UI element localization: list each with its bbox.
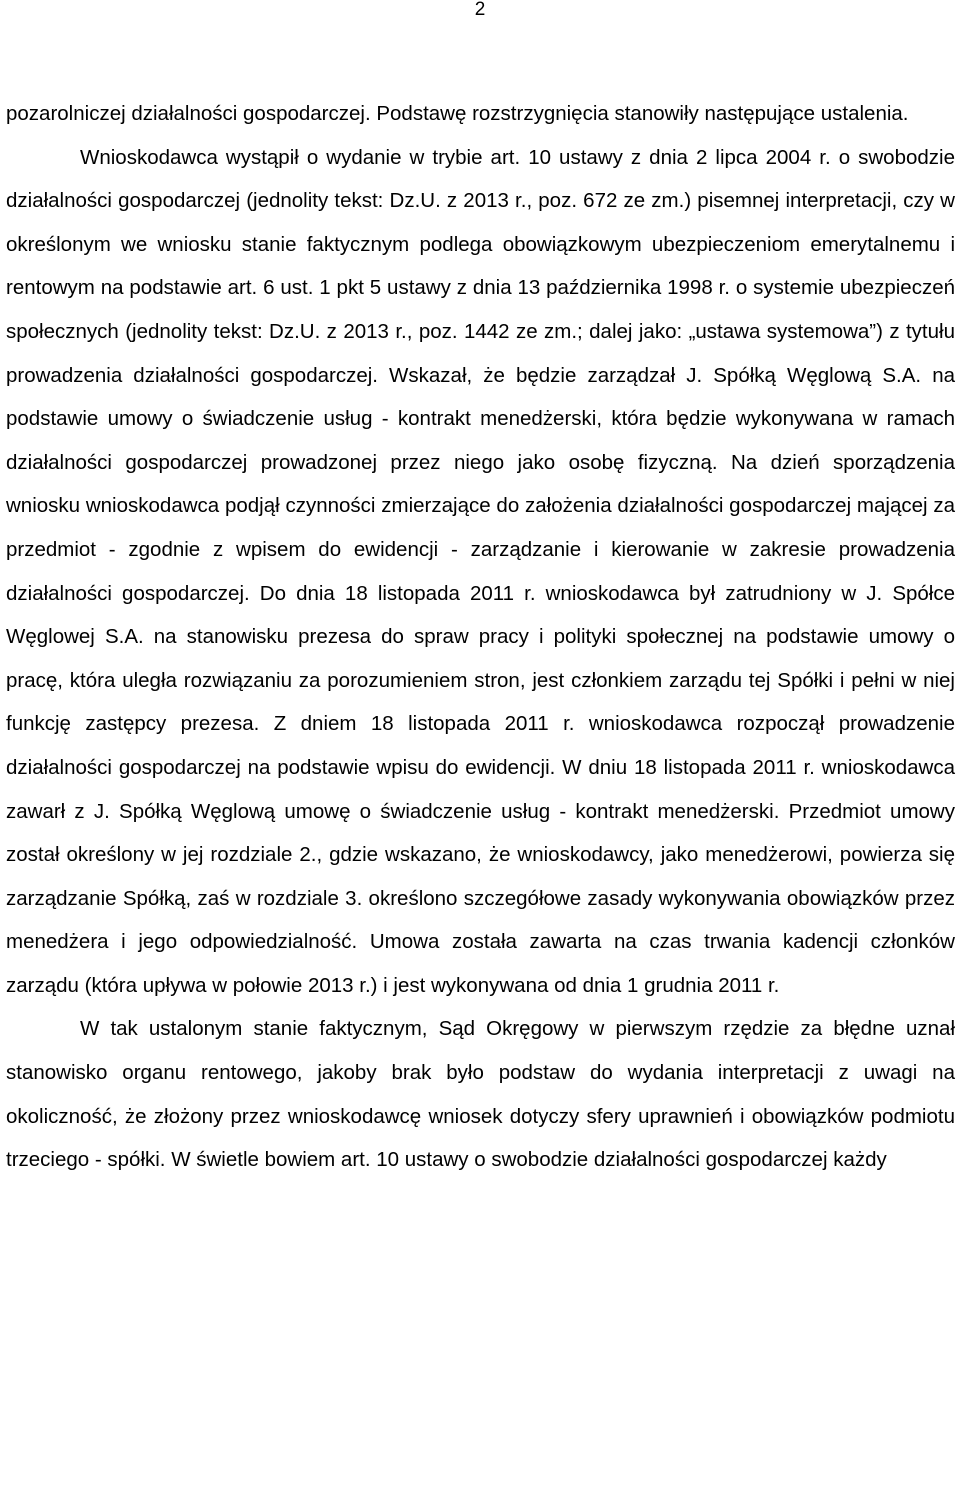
paragraph [6, 92, 955, 136]
paragraph-text: Wnioskodawca wystąpił o wydanie w trybie art. 10 ustawy z dnia 2 lipca 2004 r. o swobodzie działalności gospodarczej (jednolity tekst: Dz.U. z 2013 r., poz. 672 ze zm.) pisemnej interpretacji, czy w określonym we wniosku stanie faktycznym podlega obowiązkowym ubezpieczeniom emerytalnemu i rentowym na podstawie art. 6 ust. 1 pkt 5 ustawy z dnia 13 października 1998 r. o systemie ubezpieczeń społecznych (jednolity tekst: Dz.U. z 2013 r., poz. 1442 ze zm.; dalej jako: [6, 145, 955, 343]
paragraph-text: pozarolniczej działalności gospodarczej. Podstawę rozstrzygnięcia stanowiły następujące ustalenia. [6, 102, 909, 125]
document-body [6, 92, 955, 1182]
paragraph-text: ustawa systemowa”) z tytułu prowadzenia działalności gospodarczej. Wskazał, że będzie zarządzał J. Spółką Węglową S.A. na podstawie umowy o świadczenie usług - kontrakt menedżerski, która będzie wykonywana w ramach działalności gospodarczej prowadzonej przez niego jako osobę fizyczną. Na dzień sporządzenia wniosku wnioskodawca podjął czynności zmierzające do założenia działalności gospodarczej mającej za przedmiot - zgodnie z wpisem do ewidencji - zarządzanie i kierowanie w zakresie prowadzenia działalności gospodarczej. Do dnia 18 listopada 2011 r. wnioskodawca był zatrudniony w J. Spółce Węglowej S.A. na stanowisku prezesa do spraw pracy i polityki społecznej na podstawie umowy o pracę, która uległa rozwiązaniu za porozumieniem stron, jest członkiem zarządu tej Spółki i pełni w niej funkcję zastępcy prezesa. Z dniem 18 listopada 2011 r. wnioskodawca rozpoczął prowadzenie działalności gospodarczej na podstawie wpisu do ewidencji. W dniu 18 listopada 2011 r. wnioskodawca zawarł z J. Spółką Węglową umowę o świadczenie usług - kontrakt menedżerski. Przedmiot umowy został określony w jej rozdziale 2., gdzie wskazano, że wnioskodawcy, jako menedżerowi, powierza się zarządzanie Spółką, zaś w rozdziale 3. określono szczegółowe zasady wykonywania obowiązków przez menedżera i jego odpowiedzialność. Umowa została zawarta na czas trwania kadencji członków zarządu (która upływa w połowie 2013 r.) i jest wykonywana od dnia 1 grudnia 2011 r. [6, 319, 955, 997]
paragraph [6, 1007, 955, 1181]
paragraph-text: W tak ustalonym stanie faktycznym, Sąd Okręgowy w pierwszym rzędzie za błędne uznał stanowisko organu rentowego, jakoby brak było podstaw do wydania interpretacji z uwagi na okoliczność, że złożony przez wnioskodawcę wniosek dotyczy sfery uprawnień i obowiązków podmiotu trzeciego - spółki. W świetle bowiem art. 10 ustawy o swobodzie działalności gospodarczej każdy [6, 1017, 955, 1172]
paragraph [6, 136, 955, 1008]
page-number: 2 [474, 0, 486, 20]
underlined-text: „ [688, 319, 696, 343]
